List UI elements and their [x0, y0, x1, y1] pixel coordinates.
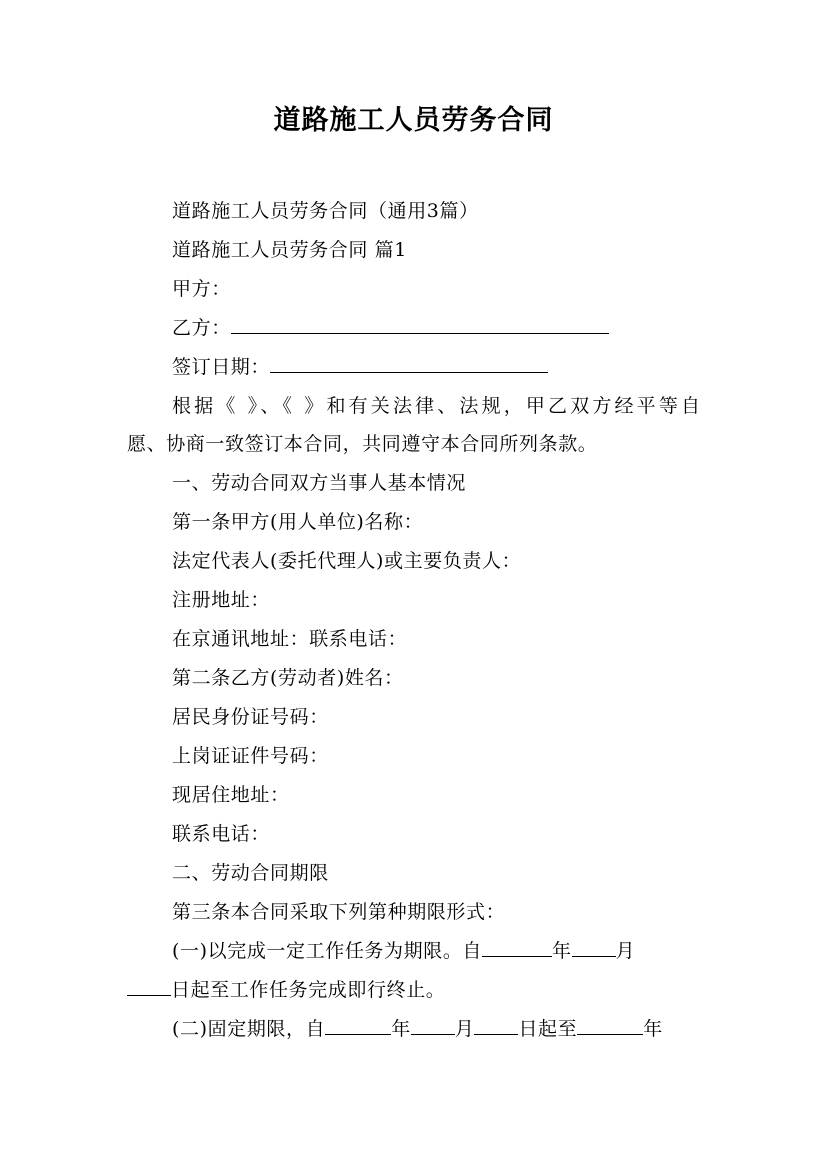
sign-date-blank[interactable]: [270, 354, 548, 373]
article-1: 第一条甲方(用人单位)名称：: [172, 511, 424, 533]
party-b-label: 乙方：: [172, 317, 231, 339]
part-heading: 道路施工人员劳务合同 篇1: [172, 239, 407, 261]
term-1-year-blank[interactable]: [482, 938, 552, 957]
term-1-year-label: 年: [552, 940, 572, 962]
article-3: 第三条本合同采取下列第种期限形式：: [172, 901, 506, 923]
preamble-line-1: 根据《 》、《 》和有关法律、法规，甲乙双方经平等自: [172, 395, 700, 417]
document-title: 道路施工人员劳务合同: [273, 105, 554, 136]
phone: 联系电话：: [172, 823, 271, 845]
term-2-text: (二)固定期限，自: [172, 1018, 326, 1040]
term-2-end-year-blank[interactable]: [577, 1016, 643, 1035]
current-address: 现居住地址：: [172, 784, 290, 806]
sign-date-row: [172, 354, 548, 380]
preamble-line-2: 愿、协商一致签订本合同，共同遵守本合同所列条款。: [127, 433, 598, 455]
term-1-line-2: [127, 977, 445, 1003]
term-2-month-blank[interactable]: [411, 1016, 455, 1035]
term-1-text-end: 日起至工作任务完成即行终止。: [171, 979, 446, 1001]
term-2-day-to-label: 日起至: [518, 1018, 578, 1040]
party-b-blank[interactable]: [231, 315, 609, 334]
term-2-year-label: 年: [391, 1018, 411, 1040]
term-1-day-blank[interactable]: [127, 977, 171, 996]
party-a-label: 甲方：: [172, 278, 231, 300]
legal-representative: 法定代表人(委托代理人)或主要负责人：: [172, 550, 522, 572]
term-1-month-blank[interactable]: [572, 938, 616, 957]
term-2-end-year-label: 年: [643, 1018, 663, 1040]
section-2-heading: 二、劳动合同期限: [172, 862, 329, 884]
term-1-line-1: [172, 938, 635, 964]
term-2-month-label: 月: [454, 1018, 475, 1040]
sign-date-label: 签订日期：: [172, 356, 271, 378]
article-2: 第二条乙方(劳动者)姓名：: [172, 667, 404, 689]
registered-address: 注册地址：: [172, 589, 271, 611]
subtitle: 道路施工人员劳务合同（通用3篇）: [172, 200, 479, 222]
id-number: 居民身份证号码：: [172, 706, 329, 728]
term-2-day-blank[interactable]: [474, 1016, 518, 1035]
term-1-text: (一)以完成一定工作任务为期限。自: [172, 940, 483, 962]
term-2-line-1: [172, 1016, 663, 1042]
term-2-year-blank[interactable]: [325, 1016, 391, 1035]
beijing-address: 在京通讯地址：联系电话：: [172, 628, 408, 650]
party-b-row: [172, 315, 609, 341]
post-certificate: 上岗证证件号码：: [172, 745, 329, 767]
term-1-month-label: 月: [615, 940, 636, 962]
section-1-heading: 一、劳动合同双方当事人基本情况: [172, 472, 467, 494]
